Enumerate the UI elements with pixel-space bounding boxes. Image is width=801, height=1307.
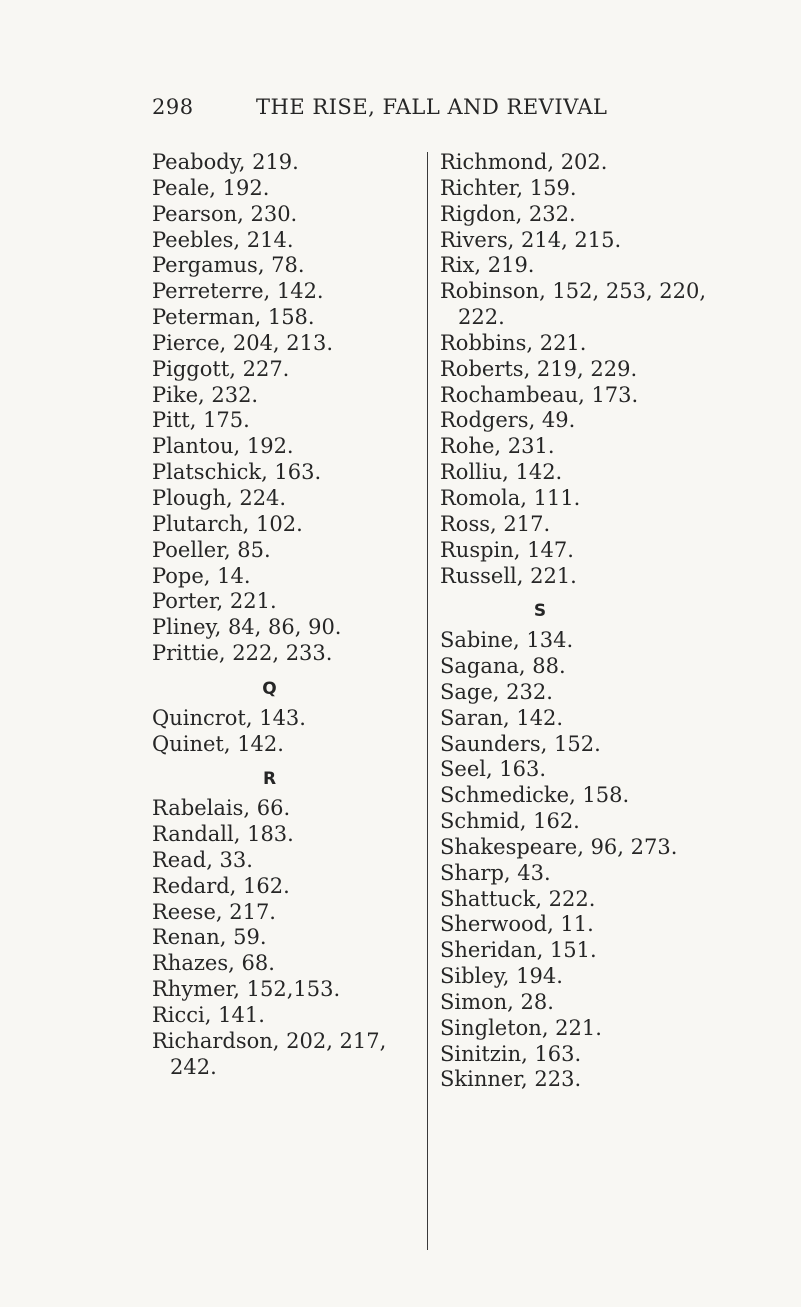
index-entry: Peebles, 214. (152, 227, 294, 252)
index-entry: Romola, 111. (440, 485, 581, 510)
index-entry: Richter, 159. (440, 175, 577, 200)
index-entry: Porter, 221. (152, 589, 277, 614)
running-title: THE RISE, FALL AND REVIVAL (256, 95, 608, 119)
section-letter: R (262, 769, 277, 790)
index-entry: Ruspin, 147. (440, 537, 574, 562)
index-entry: Sibley, 194. (440, 964, 563, 989)
index-entry: Rohe, 231. (440, 434, 555, 459)
index-entry: Skinner, 223. (440, 1067, 582, 1092)
index-entry: Rigdon, 232. (440, 201, 576, 226)
index-entry: Quinet, 142. (152, 731, 284, 756)
index-entry: Shakespeare, 96, 273. (440, 834, 678, 859)
index-entry: Poeller, 85. (152, 537, 271, 562)
index-entry: Rix, 219. (440, 253, 535, 278)
index-entry: Rolliu, 142. (440, 460, 563, 485)
index-entry: Randall, 183. (152, 822, 294, 846)
index-entry: Shattuck, 222. (440, 886, 596, 911)
index-entry: Sabine, 134. (440, 628, 574, 653)
index-entry: Rivers, 214, 215. (440, 227, 622, 252)
index-entry: Rodgers, 49. (440, 408, 576, 433)
index-entry: Russell, 221. (440, 563, 577, 588)
index-entry-continuation: 222. (458, 305, 505, 330)
index-entry: Prittie, 222, 233. (152, 641, 333, 666)
index-entry: Pergamus, 78. (152, 253, 305, 278)
index-entry: Ricci, 141. (152, 1002, 265, 1027)
index-entry: Platschick, 163. (152, 460, 322, 485)
index-entry: Rochambeau, 173. (440, 382, 639, 407)
index-entry: Saran, 142. (440, 705, 564, 730)
index-column-left (152, 150, 424, 1080)
index-entry: Pierce, 204, 213. (152, 330, 334, 355)
index-entry: Sage, 232. (440, 679, 553, 704)
index-entry: Sagana, 88. (440, 653, 566, 678)
index-entry: Saunders, 152. (440, 731, 601, 756)
index-entry: Plantou, 192. (152, 434, 294, 459)
index-entry: Roberts, 219, 229. (440, 356, 638, 381)
index-entry: Ross, 217. (440, 511, 551, 536)
index-entry: Pope, 14. (152, 563, 251, 588)
index-entry: Richardson, 202, 217, (152, 1028, 387, 1053)
index-entry: Perreterre, 142. (152, 279, 324, 304)
index-entry: Redard, 162. (152, 873, 290, 898)
index-entry: Peale, 192. (152, 175, 270, 200)
index-entry: Pike, 232. (152, 382, 259, 407)
index-entry: Sharp, 43. (440, 860, 551, 885)
index-entry: Plough, 224. (152, 485, 287, 510)
index-entry: Rabelais, 66. (152, 796, 291, 821)
index-entry: Seel, 163. (440, 757, 547, 782)
index-entry: Sinitzin, 163. (440, 1041, 582, 1066)
index-entry: Peabody, 219. (152, 150, 299, 174)
index-entry: Rhazes, 68. (152, 951, 275, 976)
index-entry: Renan, 59. (152, 925, 267, 950)
index-entry: Richmond, 202. (440, 150, 608, 174)
page-header (152, 94, 612, 120)
index-entry: Robbins, 221. (440, 330, 587, 355)
page-number: 298 (152, 95, 194, 119)
index-entry: Schmid, 162. (440, 809, 580, 834)
index-entry: Simon, 28. (440, 989, 554, 1014)
section-letter: Q (262, 678, 277, 699)
index-entry: Reese, 217. (152, 899, 276, 924)
index-entry: Robinson, 152, 253, 220, (440, 279, 707, 304)
index-column-right (440, 150, 790, 1093)
index-entry: Schmedicke, 158. (440, 783, 630, 808)
index-entry: Plutarch, 102. (152, 511, 303, 536)
index-entry: Read, 33. (152, 847, 253, 872)
column-divider (427, 152, 428, 1250)
index-entry: Pitt, 175. (152, 408, 250, 433)
index-entry-continuation: 242. (170, 1054, 217, 1079)
index-entry: Peterman, 158. (152, 305, 315, 330)
index-entry: Sheridan, 151. (440, 938, 597, 963)
index-entry: Pliney, 84, 86, 90. (152, 615, 342, 640)
index-entry: Piggott, 227. (152, 356, 290, 381)
index-entry: Sherwood, 11. (440, 912, 594, 937)
index-entry: Pearson, 230. (152, 201, 298, 226)
section-letter: S (533, 601, 547, 622)
index-entry: Quincrot, 143. (152, 705, 306, 730)
index-entry: Singleton, 221. (440, 1015, 602, 1040)
index-entry: Rhymer, 152,153. (152, 977, 341, 1002)
